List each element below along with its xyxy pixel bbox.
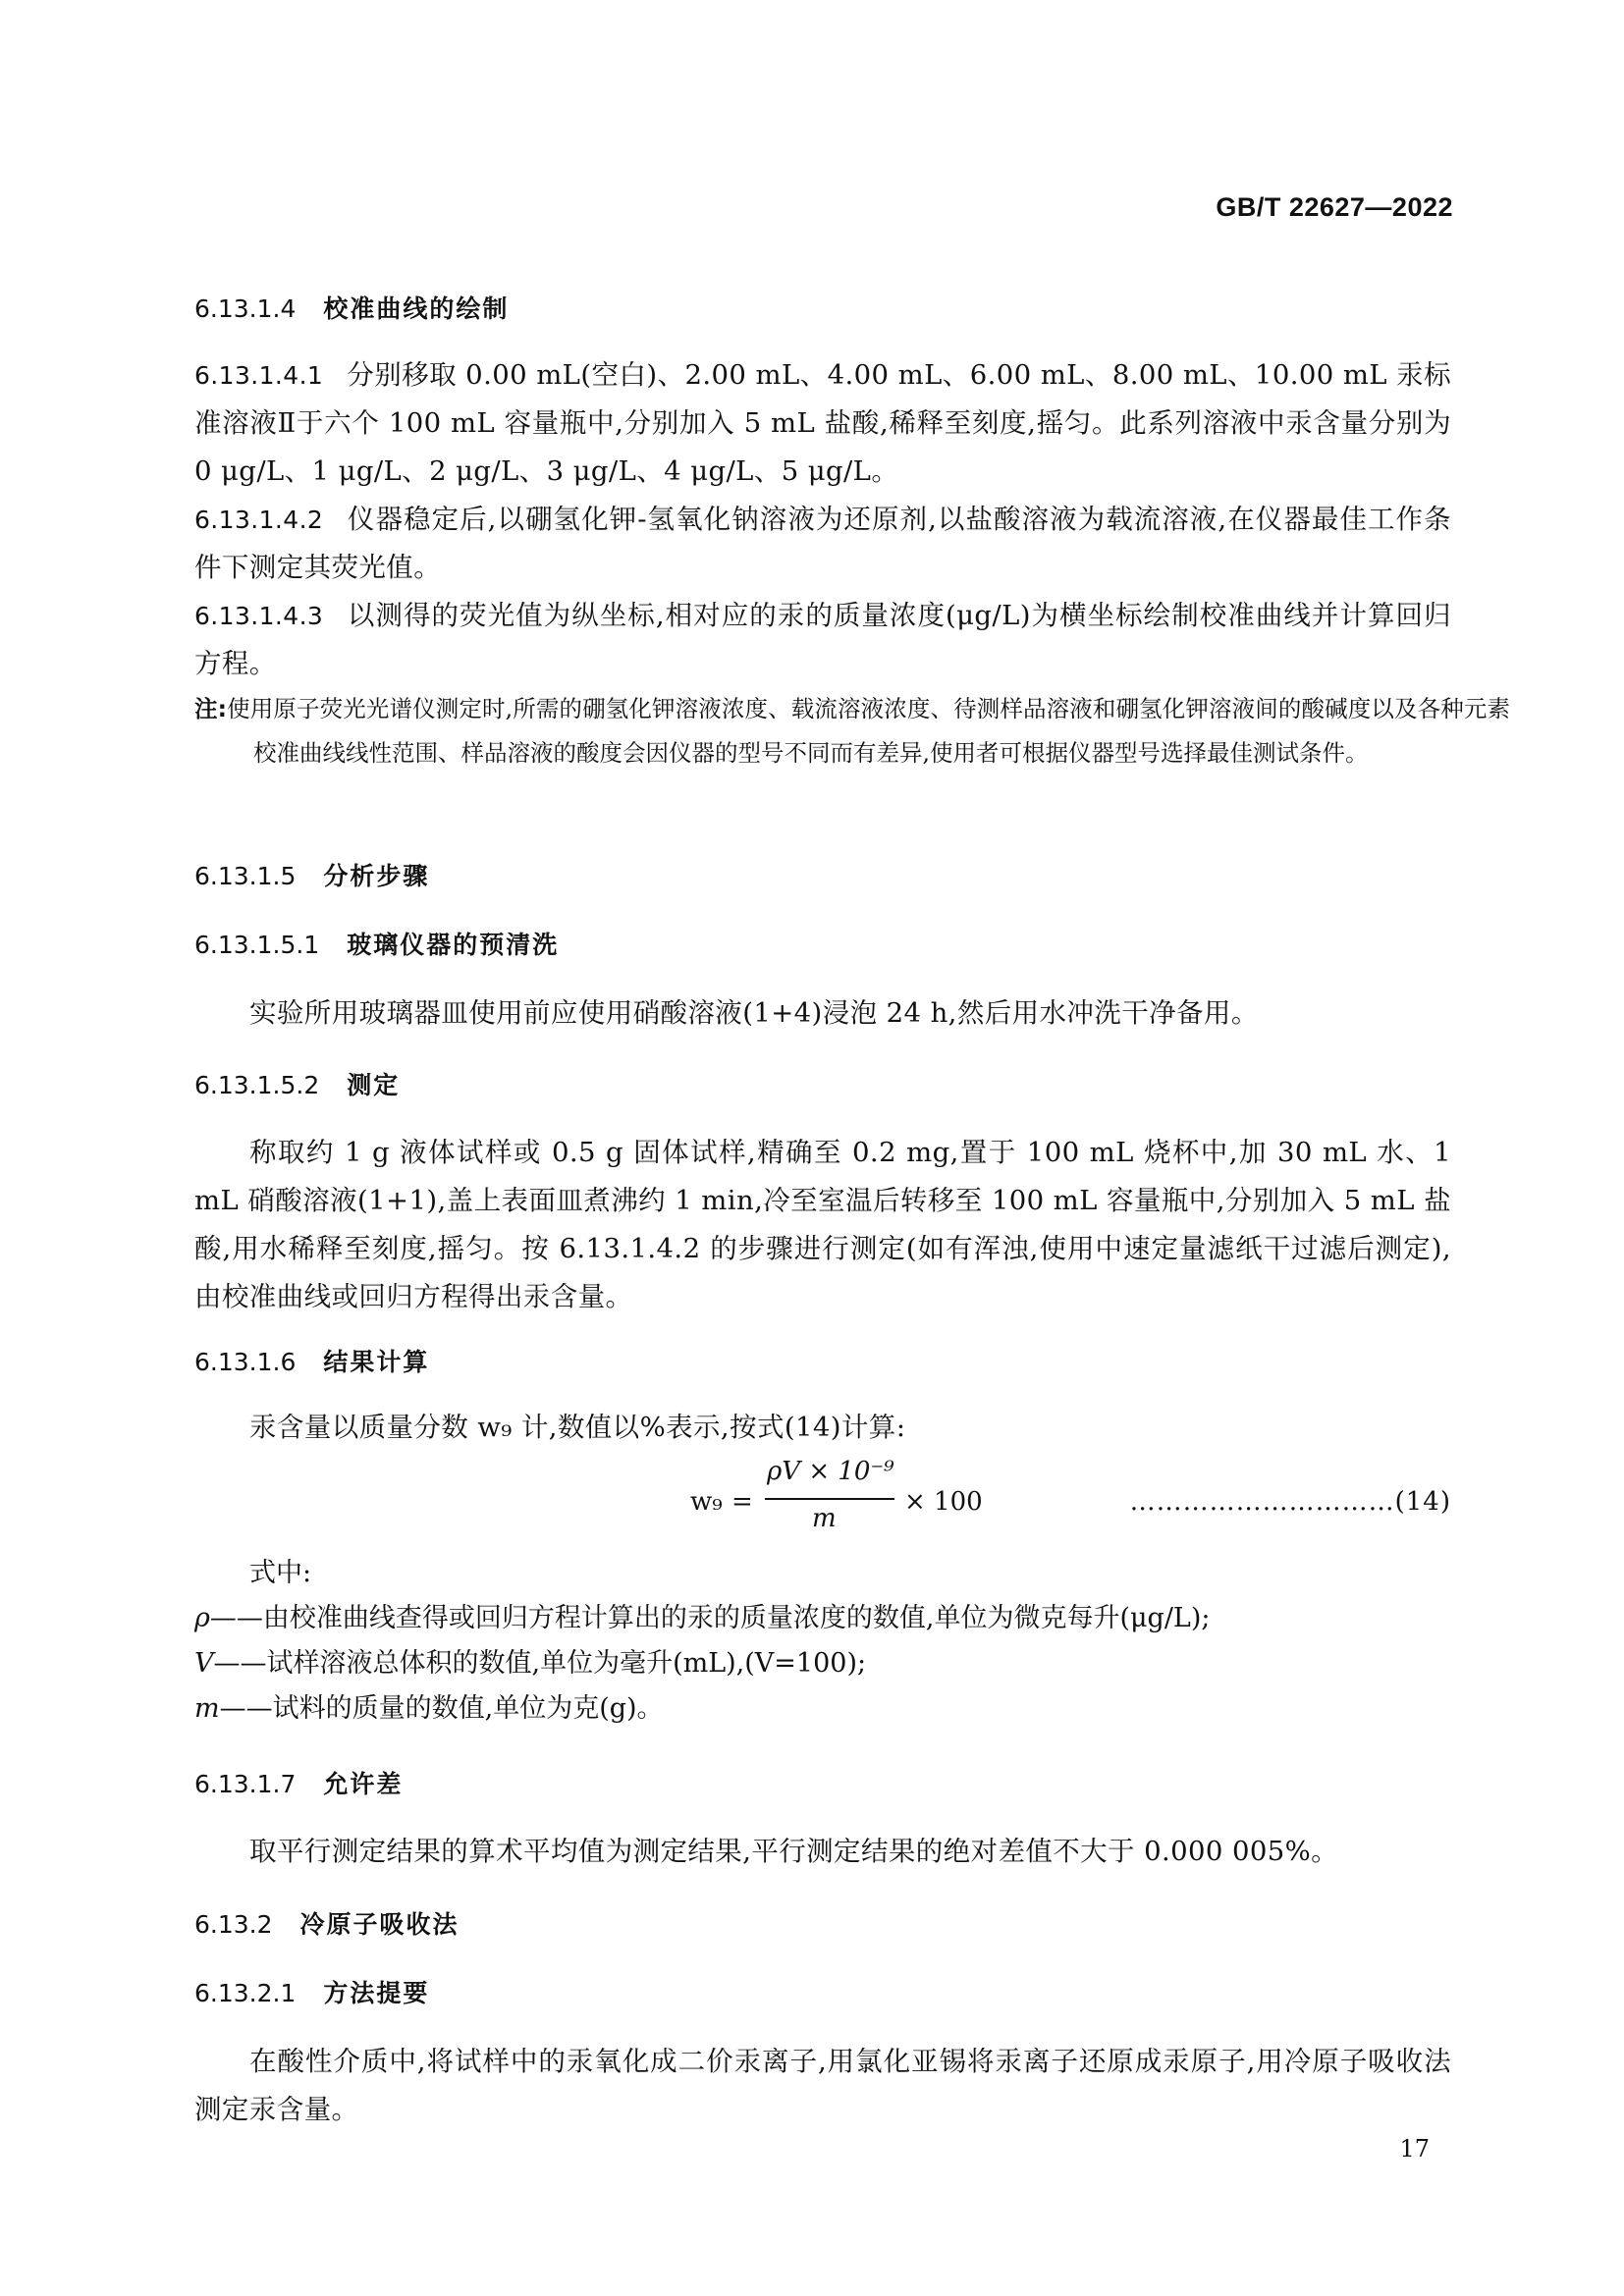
where-label: 式中: [249,1558,312,1588]
paragraph-6-13-1-4-1 [194,351,1451,496]
heading-number: 6.13.1.6 [194,1348,297,1376]
heading-title: 方法提要 [323,1979,430,2007]
heading-number: 6.13.2.1 [194,1979,297,2007]
heading-number: 6.13.1.5 [194,862,297,890]
heading-6-13-1-5-1 [194,923,1451,968]
heading-number: 6.13.1.5.2 [194,1071,320,1099]
definition-text: ——试料的质量的数值,单位为克(g)。 [219,1693,664,1724]
formula-denominator: m [812,1504,837,1533]
symbol-definitions [194,1551,1451,1732]
heading-6-13-1-4 [194,287,1451,332]
clause-text: 仪器稳定后,以硼氢化钾-氢氧化钠溶液为还原剂,以盐酸溶液为载流溶液,在仪器最佳工作条件下测定其荧光值。 [194,504,1451,583]
page-number: 17 [1399,2135,1430,2163]
standard-code: GB/T 22627—2022 [1216,192,1453,222]
clause-text: 分别移取 0.00 mL(空白)、2.00 mL、4.00 mL、6.00 mL、8.00 mL、10.00 mL 汞标准溶液Ⅱ于六个 100 mL 容量瓶中,分别加入 5 mL 盐酸,稀释至刻度,摇匀。此系列溶液中汞含量分别为 0 μg/L、1 μg/L、2 μg/L、3 μg/L、4 μg/L、5 μg/L。 [194,359,1451,487]
formula-14 [194,1457,1451,1545]
definition-m [194,1686,1451,1732]
heading-6-13-1-5 [194,854,1451,899]
clause-text: 以测得的荧光值为纵坐标,相对应的汞的质量浓度(μg/L)为横坐标绘制校准曲线并计算回归方程。 [194,600,1451,679]
clause-number: 6.13.1.4.3 [194,602,324,630]
heading-title: 分析步骤 [323,862,430,890]
paragraph-calculation: 汞含量以质量分数 w₉ 计,数值以%表示,按式(14)计算: [249,1412,906,1443]
heading-number: 6.13.1.7 [194,1770,297,1798]
definition-text: ——由校准曲线查得或回归方程计算出的汞的质量浓度的数值,单位为微克每升(μg/L); [209,1603,1211,1633]
paragraph-glass-precleaning: 实验所用玻璃器皿使用前应使用硝酸溶液(1+4)浸泡 24 h,然后用水冲洗干净备用。 [249,997,1259,1029]
definition-symbol: V [194,1648,214,1679]
paragraph-tolerance: 取平行测定结果的算术平均值为测定结果,平行测定结果的绝对差值不大于 0.000 005%。 [249,1836,1339,1867]
formula-equals: = [731,1487,753,1517]
paragraph-6-13-1-4-3 [194,592,1451,688]
paragraph-principle: 在酸性介质中,将试样中的汞氧化成二价汞离子,用氯化亚锡将汞离子还原成汞原子,用冷原子吸收法测定汞含量。 [194,2046,1451,2125]
paragraph-6-13-1-4-2 [194,496,1451,592]
formula-multiplier: × 100 [904,1487,983,1517]
clause-number: 6.13.1.4.2 [194,506,324,534]
note-text: 使用原子荧光光谱仪测定时,所需的硼氢化钾溶液浓度、载流溶液浓度、待测样品溶液和硼氢化钾溶液间的酸碱度以及各种元素校准曲线线性范围、样品溶液的酸度会因仪器的型号不同而有差异,使用者可根据仪器型号选择最佳测试条件。 [227,695,1510,767]
formula-numerator: ρV × 10⁻⁹ [767,1457,894,1486]
definition-text: ——试样溶液总体积的数值,单位为毫升(mL),(V=100); [213,1648,867,1679]
equation-number: …………………………(14) [1129,1487,1451,1517]
heading-6-13-2 [194,1902,1451,1948]
formula-lhs: w₉ [690,1487,723,1517]
heading-title: 冷原子吸收法 [299,1910,460,1939]
definition-v [194,1641,1451,1686]
heading-title: 结果计算 [323,1348,430,1376]
heading-6-13-2-1 [194,1971,1451,2016]
definition-rho [194,1596,1451,1641]
heading-title: 玻璃仪器的预清洗 [347,931,560,959]
note [194,687,1510,775]
heading-title: 允许差 [323,1770,404,1798]
clause-number: 6.13.1.4.1 [194,361,324,390]
definition-symbol: ρ [194,1603,210,1633]
note-label: 注: [194,695,228,722]
paragraph-measurement: 称取约 1 g 液体试样或 0.5 g 固体试样,精确至 0.2 mg,置于 100 mL 烧杯中,加 30 mL 水、1 mL 硝酸溶液(1+1),盖上表面皿煮沸约 1 min,冷至室温后转移至 100 mL 容量瓶中,分别加入 5 mL 盐酸,用水稀释至刻度,摇匀。按 6.13.1.4.2 的步骤进行测定(如有浑浊,使用中速定量滤纸干过滤后测定),由校准曲线或回归方程得出汞含量。 [194,1137,1451,1312]
heading-number: 6.13.1.5.1 [194,931,320,959]
fraction-bar [765,1498,894,1500]
heading-6-13-1-7 [194,1762,1451,1807]
heading-title: 测定 [347,1071,401,1099]
heading-title: 校准曲线的绘制 [323,294,510,323]
heading-number: 6.13.1.4 [194,294,297,323]
definition-symbol: m [194,1693,220,1724]
heading-6-13-1-6 [194,1340,1451,1385]
heading-number: 6.13.2 [194,1910,273,1939]
heading-6-13-1-5-2 [194,1063,1451,1108]
